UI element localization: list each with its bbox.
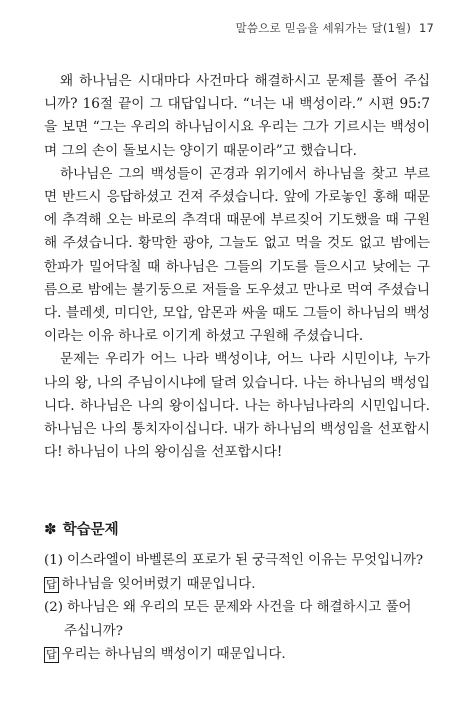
running-title: 말씀으로 믿음을 세워가는 달(1월) [235,21,412,35]
answer-item [44,573,436,597]
body-text [44,70,430,464]
answer-item [44,643,436,667]
paragraph: 왜 하나님은 시대마다 사건마다 해결하시고 문제를 풀어 주십니까? 16절 끝이 그 대답입니다. “너는 내 백성이라.” 시편 95:7을 보면 “그는 우리의 하나님이시요 우리는 그가 기르시는 백성이며 그의 손이 돌보시는 양이기 때문이라”고 했습니다. [44,73,430,159]
answer-badge: 답 [46,577,57,591]
study-questions-section [44,518,436,667]
study-heading-label: 학습문제 [62,522,119,538]
qa-list [44,549,436,667]
answer-text: 하나님을 잊어버렸기 때문입니다. [61,576,256,592]
page-number: 17 [418,21,434,35]
answer-badge: 답 [46,648,57,661]
question-marker: (1) [44,553,63,568]
question-text-continued: 주십니까? [64,623,123,639]
question-text: 이스라엘이 바벨론의 포로가 된 궁극적인 이유는 무엇입니까? [66,553,424,568]
study-heading [44,518,436,539]
question-item [44,596,436,620]
paragraph: 하나님은 그의 백성들이 곤경과 위기에서 하나님을 찾고 부르면 반드시 응답하셨고 건져 주셨습니다. 앞에 가로놓인 홍해 때문에 추격해 오는 바로의 추격대 때문에 부르짖어 기도했을 때 구원해 주셨습니다. 황막한 광야, 그늘도 없고 먹을 것도 없고 밤에는 한파가 밀어닥칠 때 하나님은 그들의 기도를 들으시고 낮에는 구름으로 밤에는 불기둥으로 저들을 도우셨고 만나로 먹여 주셨습니다. 블레셋, 미디안, 모압, 암몬과 싸울 때도 그들이 하나님의 백성이라는 이유 하나로 이기게 하셨고 구원해 주셨습니다. [44,165,430,345]
question-marker: (2) [44,600,63,615]
question-item [44,549,436,573]
question-text: 하나님은 왜 우리의 모든 문제와 사건을 다 해결하시고 풀어 [66,600,412,615]
answer-text: 우리는 하나님의 백성이기 때문입니다. [61,647,286,662]
asterisk-flower-icon: ✽ [44,519,57,538]
running-header [236,20,434,36]
paragraph: 문제는 우리가 어느 나라 백성이냐, 어느 나라 시민이냐, 누가 나의 왕, 나의 주님이시냐에 달려 있습니다. 나는 하나님의 백성입니다. 하나님은 나의 왕이십니다. 나는 하나님나라의 시민입니다. 하나님은 나의 통치자이십니다. 내가 하나님의 백성임을 선포합시다! 하나님이 나의 왕이심을 선포합시다! [44,351,430,461]
